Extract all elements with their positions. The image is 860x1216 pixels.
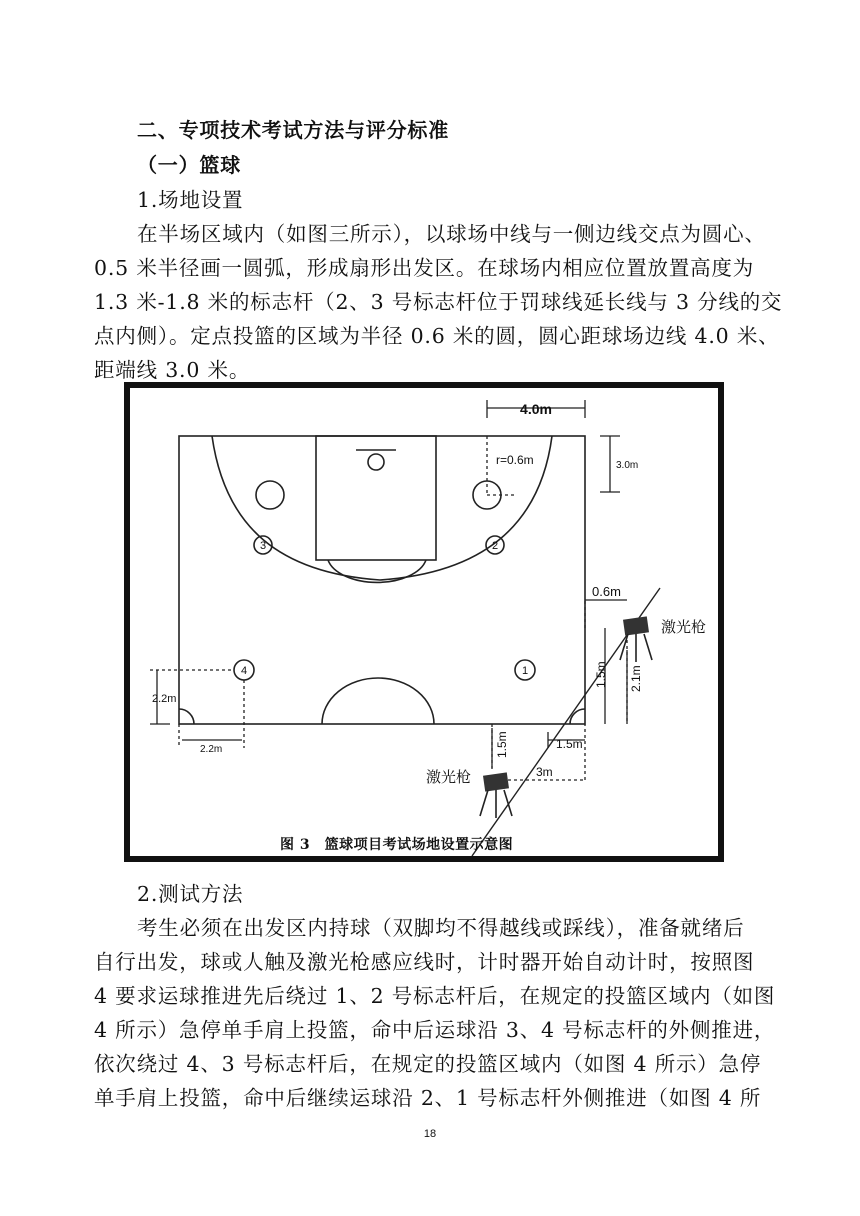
paragraph-line: 点内侧）。定点投篮的区域为半径 0.6 米的圆，圆心距球场边线 4.0 米、 [94,324,780,348]
label-3m-bottom: 3m [536,765,553,779]
paragraph-line: 4 所示）急停单手肩上投篮，命中后运球沿 3、4 号标志杆的外侧推进， [94,1018,776,1042]
shooting-circle-left [256,481,284,509]
paragraph-line: 0.5 米半径画一圆弧，形成扇形出发区。在球场内相应位置放置高度为 [94,256,755,280]
label-22m-horizontal: 2.2m [200,744,223,755]
label-4m: 4.0m [520,401,552,417]
section-heading: 二、专项技术考试方法与评分标准 [137,118,449,142]
label-06m: 0.6m [592,584,621,599]
label-laser-bottom: 激光枪 [426,769,472,786]
paragraph-line: 依次绕过 4、3 号标志杆后，在规定的投篮区域内（如图 4 所示）急停 [94,1052,762,1076]
start-sector-right [570,709,585,724]
label-15m-bottom: 1.5m [556,737,583,751]
laser-device-bottom [480,772,512,818]
label-pole-3: 3 [259,540,267,552]
label-15m-right: 1.5m [594,661,608,688]
label-21m: 2.1m [629,665,643,692]
paragraph-line: 4 要求运球推进先后绕过 1、2 号标志杆后，在规定的投篮区域内（如图 [94,984,776,1008]
hoop [368,454,384,470]
item-title-site-setup: 1.场地设置 [137,188,244,212]
paragraph-line: 1.3 米-1.8 米的标志杆（2、3 号标志杆位于罚球线延长线与 3 分线的交 [94,290,783,314]
subsection-heading: （一）篮球 [137,153,241,177]
page-number: 18 [423,1128,437,1140]
label-15m-vertical: 1.5m [495,731,509,758]
paragraph-line: 考生必须在出发区内持球（双脚均不得越线或踩线），准备就绪后 [137,916,745,940]
paragraph-line: 自行出发，球或人触及激光枪感应线时，计时器开始自动计时，按照图 [94,950,755,974]
paragraph-line: 距端线 3.0 米。 [94,358,251,382]
court-diagram-svg [130,388,718,856]
figure-caption: 图 3 篮球项目考试场地设置示意图 [280,837,514,853]
paragraph-line: 在半场区域内（如图三所示），以球场中线与一侧边线交点为圆心、 [137,222,766,246]
court-diagram-canvas [130,388,718,856]
label-laser-right: 激光枪 [661,619,707,636]
paragraph-line: 单手肩上投篮，命中后继续运球沿 2、1 号标志杆外侧推进（如图 4 所 [94,1086,762,1110]
label-22m-vertical: 2.2m [152,693,177,705]
item-title-test-method: 2.测试方法 [137,882,244,906]
court-diagram-figure [124,382,724,862]
label-r06: r=0.6m [496,453,534,467]
start-sector-left [179,709,194,724]
center-circle-half [322,678,434,724]
label-pole-2: 2 [491,540,499,552]
label-3m-end: 3.0m [616,460,639,471]
label-pole-4: 4 [240,665,248,677]
label-pole-1: 1 [521,665,529,677]
